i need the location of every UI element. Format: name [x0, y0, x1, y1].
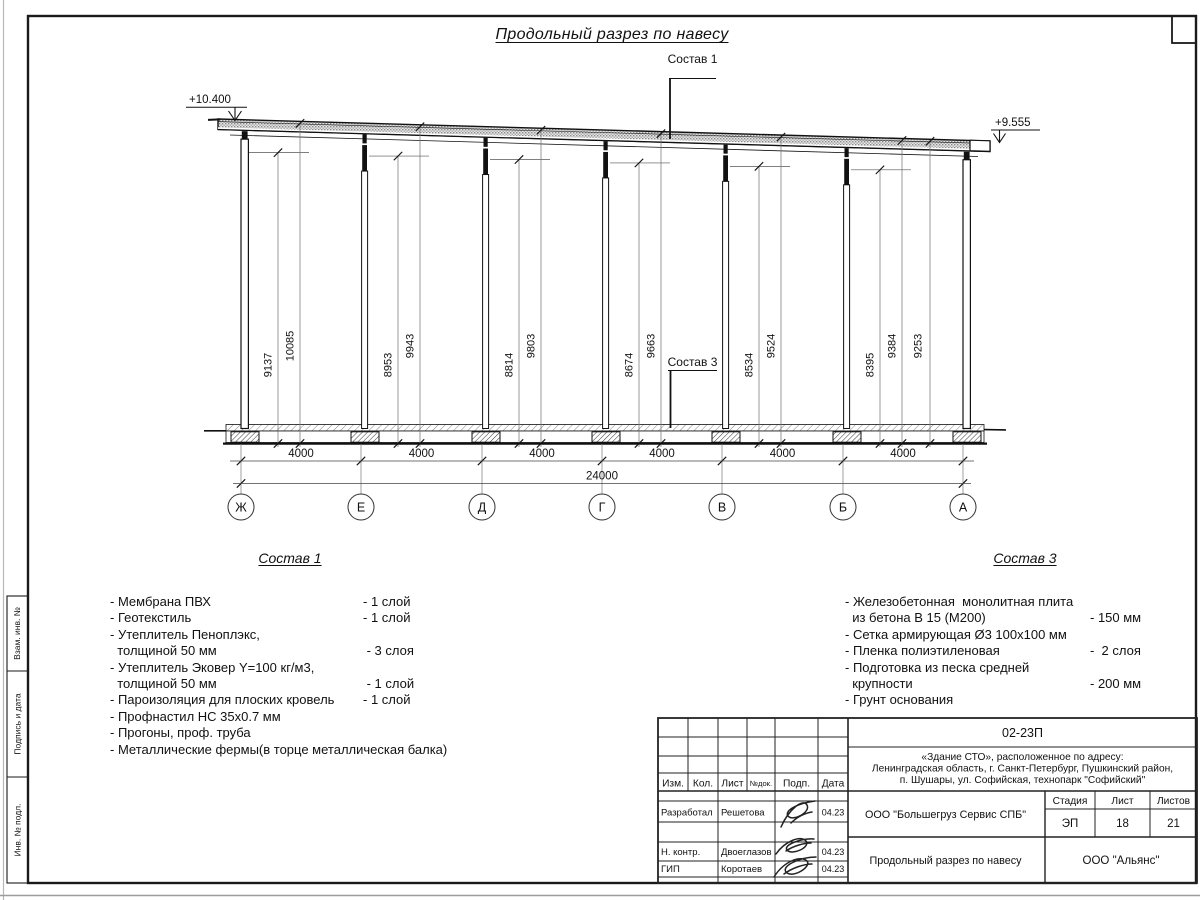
stage-value: ЭП	[1061, 818, 1079, 830]
item-text: - Подготовка из песка средней	[845, 659, 1030, 675]
bay-dim-label: 4000	[288, 448, 314, 460]
drawing-name: Продольный разрез по навесу	[869, 855, 1022, 867]
svg-text:Ленинградская область, г. Санк: Ленинградская область, г. Санкт-Петербург, Пушкинский район,	[871, 763, 1174, 775]
roof-section	[208, 119, 990, 157]
footing	[712, 432, 740, 442]
vertical-dim-label: 8953	[382, 352, 395, 378]
footing	[833, 432, 861, 442]
footing	[472, 432, 500, 442]
column-connector	[484, 138, 488, 147]
list-item	[110, 692, 470, 708]
side-label: Инв. № подл.	[12, 803, 23, 857]
item-text: - Профнастил НС 35х0.7 мм	[110, 708, 281, 724]
svg-text:Лист: Лист	[721, 778, 744, 790]
org-name: ООО "Альянс"	[1082, 855, 1160, 867]
vertical-dim-label: 9384	[886, 333, 899, 359]
column-bracket	[723, 155, 728, 181]
list-item	[110, 594, 470, 610]
sheet-value: 18	[1116, 818, 1129, 830]
list-item	[110, 742, 470, 758]
list-item	[110, 660, 470, 676]
item-qty: - 3 слоя	[363, 643, 414, 659]
callout-floor	[668, 355, 718, 428]
column-cap	[242, 131, 248, 139]
bay-dim-label: 4000	[649, 448, 675, 460]
item-qty: - 150 мм	[1090, 610, 1142, 626]
column-connector	[363, 134, 367, 143]
list-item	[110, 676, 470, 692]
svg-text:Листов: Листов	[1156, 796, 1191, 807]
item-text: - Утеплитель Эковер Y=100 кг/м3,	[110, 659, 315, 675]
svg-text:Подп.: Подп.	[782, 778, 811, 790]
svg-text:Изм.: Изм.	[662, 778, 684, 790]
total-dim-label: 24000	[586, 470, 618, 483]
sostav3-title: Состав 3	[993, 550, 1057, 566]
vertical-dim-label: 9253	[912, 333, 925, 359]
svg-text:Коротаев: Коротаев	[721, 864, 763, 875]
item-qty: - 1 слой	[363, 610, 411, 626]
list-item	[845, 660, 1200, 676]
item-qty: - 1 слой	[363, 594, 411, 609]
item-text: - Пленка полиэтиленовая	[845, 643, 1000, 659]
list-item	[845, 594, 1200, 610]
vertical-dim-label: 10085	[284, 330, 297, 362]
axis-label: Е	[356, 500, 366, 515]
axis-label: Б	[838, 500, 848, 515]
grid-column	[844, 185, 850, 429]
item-text: - Сетка армирующая Ø3 100х100 мм	[845, 626, 1067, 642]
signature-mark	[781, 801, 815, 827]
svg-text:+9.555: +9.555	[995, 117, 1031, 129]
item-text: из бетона В 15 (М200)	[845, 610, 986, 626]
list-item	[845, 610, 1200, 626]
svg-text:04.23: 04.23	[821, 847, 845, 857]
vertical-dim-label: 8534	[743, 352, 756, 378]
svg-text:Решетова: Решетова	[721, 807, 765, 819]
vertical-dim-label: 9663	[645, 333, 658, 359]
list-item	[110, 725, 470, 741]
signature-mark	[776, 839, 814, 854]
sheets-value: 21	[1167, 818, 1180, 830]
bay-dim-label: 4000	[408, 448, 435, 460]
bay-dim-label: 4000	[769, 448, 796, 460]
list-item	[845, 676, 1200, 692]
elevation-mark-left	[186, 94, 247, 121]
grid-column	[483, 175, 489, 429]
svg-text:п. Шушары, ул. Софийская, техн: п. Шушары, ул. Софийская, технопарк "Софийский"	[899, 775, 1146, 786]
list-item	[845, 692, 1200, 708]
sostav3-block	[845, 550, 1200, 709]
svg-text:Дата: Дата	[821, 778, 845, 790]
svg-text:+10.400: +10.400	[189, 94, 231, 106]
sostav1-title: Состав 1	[258, 550, 322, 566]
svg-text:04.23: 04.23	[821, 807, 845, 818]
column-connector	[604, 141, 608, 150]
item-text: - Грунт основания	[845, 692, 954, 708]
grid-column	[963, 160, 970, 429]
axis-label: В	[717, 500, 727, 515]
footing	[231, 432, 259, 442]
vertical-dim-label: 9137	[262, 352, 275, 378]
item-text: - Пароизоляция для плоских кровель	[110, 692, 335, 708]
item-qty: - 1 слой	[363, 692, 411, 708]
item-text: - Прогоны, проф. труба	[110, 725, 251, 741]
svg-text:Состав 3: Состав 3	[667, 355, 718, 369]
svg-text:Двоеглазов: Двоеглазов	[721, 847, 772, 858]
roof-end-cap	[970, 140, 990, 151]
callout-roof	[668, 52, 718, 139]
footing	[592, 432, 620, 442]
signatures	[774, 801, 816, 877]
svg-text:№док.: №док.	[749, 779, 773, 788]
item-qty: - 2 слоя	[1090, 643, 1141, 659]
footing	[953, 432, 981, 442]
signature-mark	[774, 857, 816, 877]
item-text: - Утеплитель Пеноплэкс,	[110, 626, 260, 642]
axis-label: Д	[477, 500, 487, 515]
item-qty: - 1 слой	[363, 676, 415, 692]
vertical-dim-label: 8674	[623, 352, 636, 378]
side-label: Взам. инв. №	[12, 607, 22, 660]
elevation-mark-right	[991, 117, 1040, 143]
column-cap	[964, 152, 970, 160]
list-item	[110, 610, 470, 626]
column-bracket	[844, 159, 849, 185]
footing	[351, 432, 379, 442]
grid-column	[603, 178, 609, 429]
roof-left-tip	[208, 119, 220, 120]
list-item	[110, 627, 470, 643]
generated-structure	[228, 119, 981, 520]
item-text: - Металлические фермы(в торце металлическая балка)	[110, 741, 448, 757]
doc-number: 02-23П	[1002, 726, 1043, 740]
svg-text:Стадия: Стадия	[1052, 796, 1088, 807]
bay-dim-label: 4000	[890, 448, 916, 460]
axis-label: А	[958, 500, 968, 515]
item-text: толщиной 50 мм	[110, 676, 217, 692]
item-text: - Геотекстиль	[110, 610, 192, 626]
svg-text:Н. контр.: Н. контр.	[661, 847, 701, 858]
item-text: - Железобетонная монолитная плита	[845, 594, 1074, 609]
list-item	[110, 709, 470, 725]
list-item	[110, 643, 470, 659]
svg-text:Лист: Лист	[1111, 796, 1134, 807]
list-item	[845, 627, 1200, 643]
grid-column	[241, 139, 248, 428]
svg-text:Кол.: Кол.	[692, 778, 714, 790]
column-bracket	[483, 149, 488, 175]
side-label: Подпись и дата	[12, 693, 23, 755]
company-name: ООО "Большегруз Сервис СПБ"	[864, 809, 1027, 821]
vertical-dim-label: 9803	[525, 333, 538, 359]
copy-number-box	[1172, 16, 1196, 43]
bay-dim-label: 4000	[529, 448, 555, 460]
vertical-dim-label: 8814	[503, 352, 516, 378]
column-connector	[845, 148, 849, 157]
column-bracket	[362, 145, 367, 171]
item-qty: - 200 мм	[1090, 676, 1142, 692]
grid-column	[362, 171, 368, 428]
column-bracket	[603, 152, 608, 178]
axis-label: Г	[598, 500, 606, 515]
item-text: - Мембрана ПВХ	[110, 594, 211, 609]
vertical-dim-label: 9943	[404, 333, 417, 359]
grid-column	[723, 181, 729, 428]
page-title: Продольный разрез по навесу	[495, 26, 729, 43]
axis-label: Ж	[235, 500, 247, 515]
column-connector	[724, 145, 728, 154]
svg-text:04.23: 04.23	[821, 864, 845, 874]
item-text: толщиной 50 мм	[110, 643, 217, 659]
svg-text:ГИП: ГИП	[661, 864, 680, 875]
svg-text:«Здание СТО», расположенное по: «Здание СТО», расположенное по адресу:	[921, 752, 1124, 763]
item-text: крупности	[845, 676, 913, 692]
vertical-dim-label: 8395	[864, 352, 877, 378]
list-item	[845, 643, 1200, 659]
vertical-dim-label: 9524	[765, 333, 778, 359]
svg-text:Разработал: Разработал	[661, 807, 713, 819]
sostav1-block	[110, 550, 470, 758]
svg-text:Состав 1: Состав 1	[667, 52, 718, 66]
